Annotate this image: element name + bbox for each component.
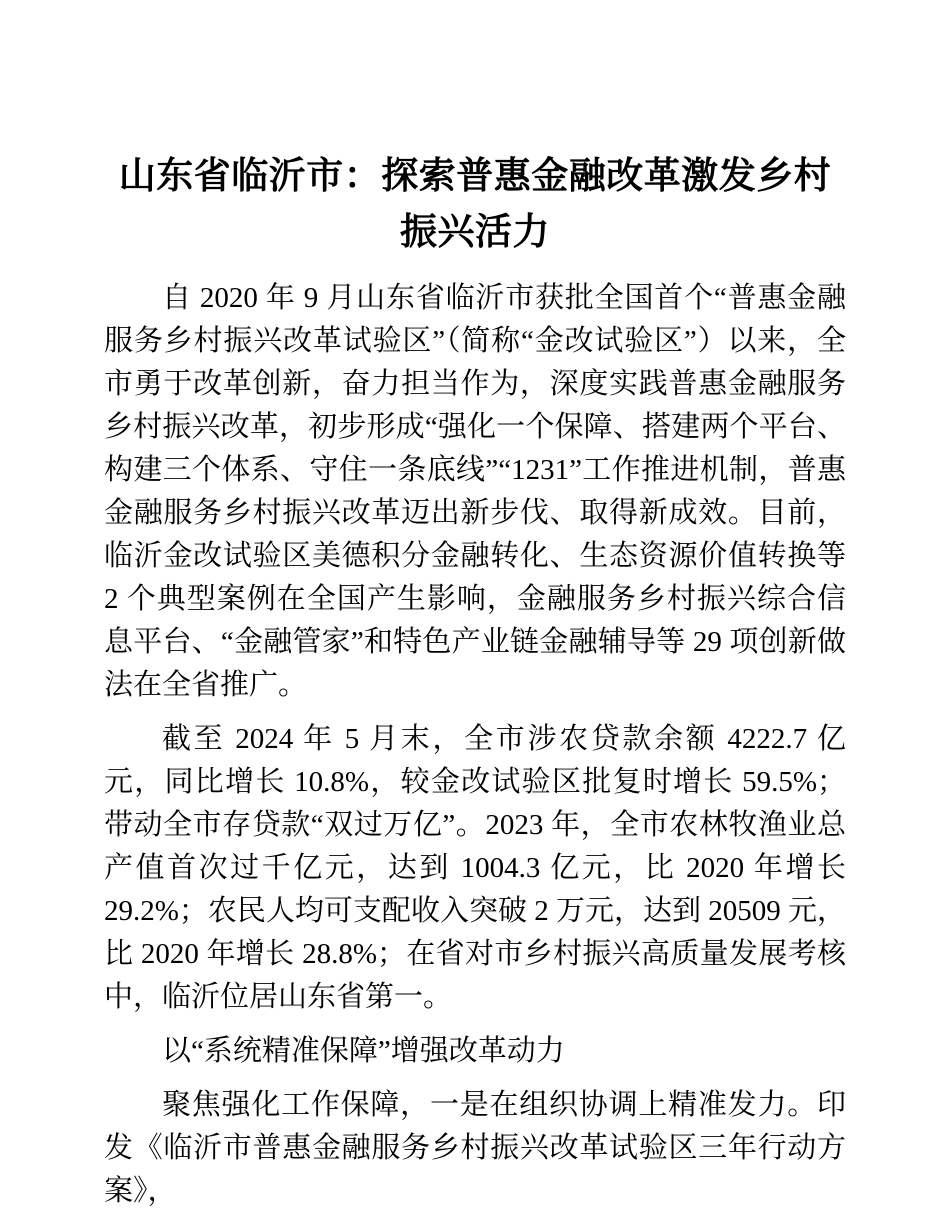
document-title: 山东省临沂市：探索普惠金融改革激发乡村振兴活力 [118,155,832,252]
body-paragraph: 聚焦强化工作保障，一是在组织协调上精准发力。印发《临沂市普惠金融服务乡村振兴改革试验区三年行动方案》， [104,1089,846,1207]
body-paragraph: 截至 2024 年 5 月末，全市涉农贷款余额 4222.7 亿元，同比增长 10.8%，较金改试验区批复时增长 59.5%；带动全市存贷款“双过万亿”。2023 年，全市农林牧渔业总产值首次过千亿元，达到 1004.3 亿元，比 2020 年增长 29.2%；农民人均可支配收入突破 2 万元，达到 20509 元，比 2020 年增长 28.8%；在省对市乡村振兴高质量发展考核中，临沂位居山东省第一。 [104,723,846,1013]
body-paragraph: 自 2020 年 9 月山东省临沂市获批全国首个“普惠金融服务乡村振兴改革试验区”（简称“金改试验区”）以来，全市勇于改革创新，奋力担当作为，深度实践普惠金融服务乡村振兴改革，初步形成“强化一个保障、搭建两个平台、构建三个体系、守住一条底线”“1231”工作推进机制，普惠金融服务乡村振兴改革迈出新步伐、取得新成效。目前，临沂金改试验区美德积分金融转化、生态资源价值转换等 2 个典型案例在全国产生影响，金融服务乡村振兴综合信息平台、“金融管家”和特色产业链金融辅导等 29 项创新做法在全省推广。 [104,282,846,701]
section-subheading-paragraph: 以“系统精准保障”增强改革动力 [162,1035,565,1067]
